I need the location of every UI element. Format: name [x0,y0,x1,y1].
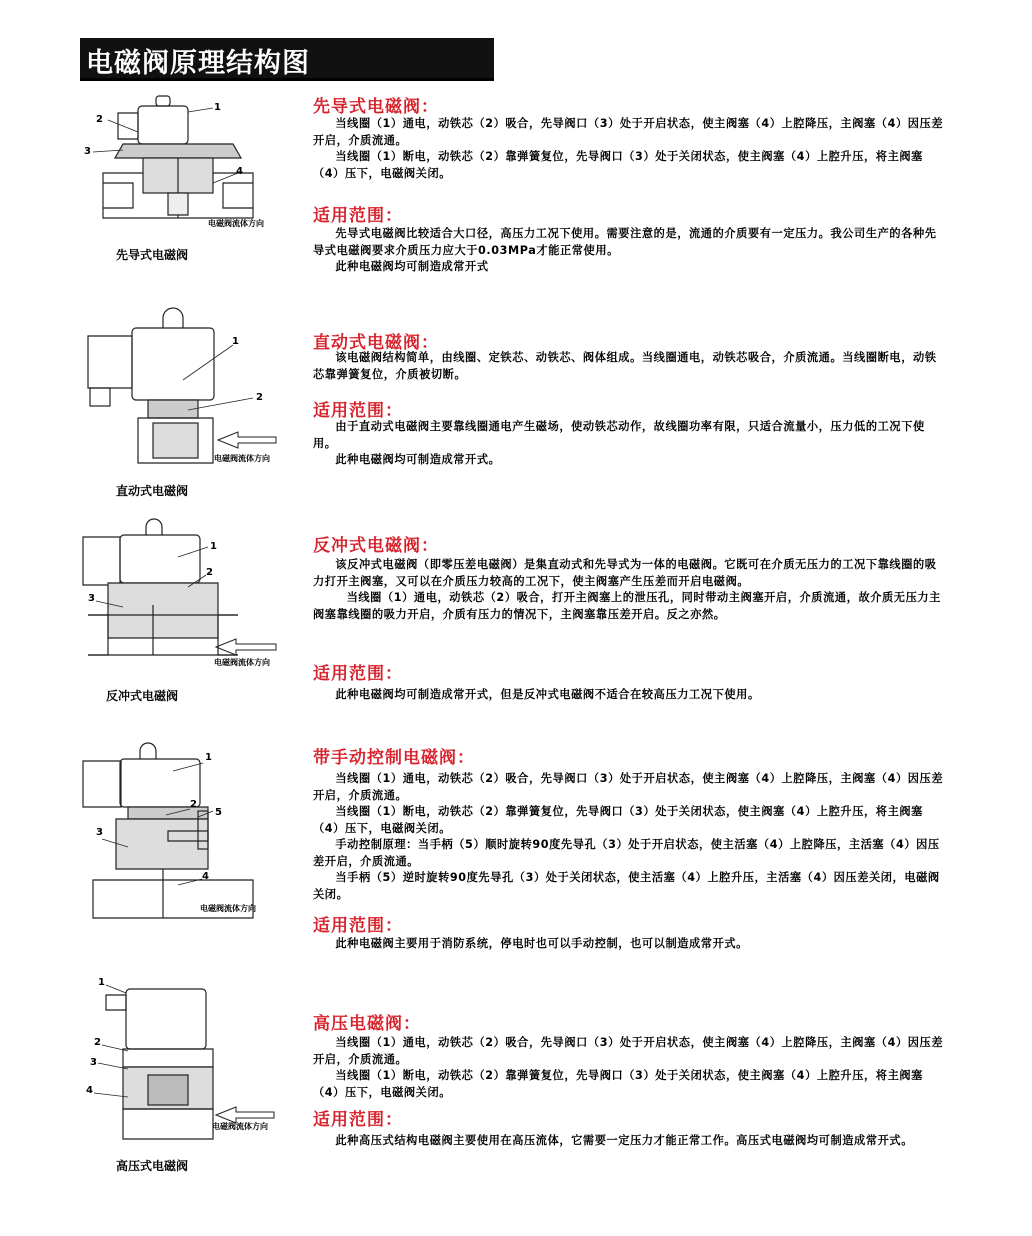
backflush-scope-1: 此种电磁阀均可制造成常开式，但是反冲式电磁阀不适合在较高压力工况下使用。 [335,688,760,701]
backflush-label-3: 3 [88,593,95,604]
manual-desc-3: 手动控制原理：当手柄（5）顺时旋转90度先导孔（3）处于开启状态，使主活塞（4）上腔降压，主活塞（4）因压差开启，介质流通。 [313,838,940,868]
flow-direction-label: 电磁阀流体方向 [214,454,270,463]
backflush-desc-2: 当线圈（1）通电，动铁芯（2）吸合，打开主阀塞上的泄压孔，同时带动主阀塞开启，介质流通，故介质无压力主阀塞靠线圈的吸力开启，介质有压力的情况下，主阀塞靠压差开启。反之亦然。 [313,591,941,621]
direct-scope-2: 此种电磁阀均可制造成常开式。 [335,453,501,466]
hp-label-3: 3 [90,1057,97,1068]
section-direct-valve [0,300,1032,500]
manual-description [313,771,945,903]
direct-valve-drawing [78,300,283,470]
manual-label-4: 4 [202,871,209,882]
section-high-pressure-valve [0,975,1032,1175]
manual-label-1: 1 [205,752,212,763]
high-pressure-heading: 高压电磁阀： [313,1014,421,1034]
backflush-label-2: 2 [206,567,213,578]
section-manual-valve [0,735,1032,965]
manual-label-2: 2 [190,799,197,810]
pilot-heading: 先导式电磁阀： [313,97,439,117]
backflush-valve-drawing [78,515,283,675]
high-pressure-scope-heading: 适用范围： [313,1110,403,1130]
pilot-description [313,116,945,182]
manual-valve-drawing [78,735,283,925]
page-title-bar [80,38,494,81]
direct-caption: 直动式电磁阀 [116,484,189,498]
manual-heading: 带手动控制电磁阀： [313,748,475,768]
backflush-heading: 反冲式电磁阀： [313,536,439,556]
hp-scope-1: 此种高压式结构电磁阀主要使用在高压流体，它需要一定压力才能正常工作。高压式电磁阀均可制造成常开式。 [335,1134,913,1147]
direct-scope-heading: 适用范围： [313,401,403,421]
pilot-scope-1: 先导式电磁阀比较适合大口径，高压力工况下使用。需要注意的是，流通的介质要有一定压力。我公司生产的各种先导式电磁阀要求介质压力应大于0.03MPa才能正常使用。 [313,227,937,257]
direct-desc-1: 该电磁阀结构简单，由线圈、定铁芯、动铁芯、阀体组成。当线圈通电，动铁芯吸合，介质流通。当线圈断电，动铁芯靠弹簧复位，介质被切断。 [313,351,937,381]
flow-direction-label: 电磁阀流体方向 [200,904,256,913]
direct-scope [313,419,945,469]
manual-desc-4: 当手柄（5）逆时旋转90度先导孔（3）处于关闭状态，使主活塞（4）上腔升压，主活塞（4）因压差关闭，电磁阀关闭。 [313,871,940,901]
flow-direction-label: 电磁阀流体方向 [212,1122,268,1131]
manual-desc-1: 当线圈（1）通电，动铁芯（2）吸合，先导阀口（3）处于开启状态，使主阀塞（4）上腔降压，主阀塞（4）因压差开启，介质流通。 [313,772,944,802]
direct-description [313,350,945,383]
pilot-label-3: 3 [84,146,91,157]
manual-scope-1: 此种电磁阀主要用于消防系统，停电时也可以手动控制，也可以制造成常开式。 [335,937,748,950]
section-pilot-valve [0,88,1032,288]
direct-scope-1: 由于直动式电磁阀主要靠线圈通电产生磁场，使动铁芯动作，故线圈功率有限，只适合流量小，压力低的工况下使用。 [313,420,925,450]
high-pressure-scope [313,1133,945,1150]
manual-valve-diagram [78,735,283,925]
hp-label-4: 4 [86,1085,93,1096]
hp-label-1: 1 [98,977,105,988]
backflush-caption: 反冲式电磁阀 [106,689,179,703]
manual-label-5: 5 [215,807,222,818]
pilot-scope [313,226,945,276]
backflush-label-1: 1 [210,541,217,552]
pilot-scope-2: 此种电磁阀均可制造成常开式 [335,260,489,273]
pilot-desc-1: 当线圈（1）通电，动铁芯（2）吸合，先导阀口（3）处于开启状态，使主阀塞（4）上腔降压，主阀塞（4）因压差开启，介质流通。 [313,117,944,147]
pilot-valve-drawing [78,88,283,238]
high-pressure-description [313,1035,945,1101]
hp-desc-2: 当线圈（1）断电，动铁芯（2）靠弹簧复位，先导阀口（3）处于关闭状态，使主阀塞（4）上腔升压，将主阀塞（4）压下，电磁阀关闭。 [313,1069,923,1099]
hp-label-2: 2 [94,1037,101,1048]
backflush-scope-heading: 适用范围： [313,664,403,684]
backflush-valve-diagram [78,515,283,705]
manual-scope-heading: 适用范围： [313,916,403,936]
flow-direction-label: 电磁阀流体方向 [208,219,264,228]
direct-label-1: 1 [232,336,239,347]
backflush-scope [313,687,945,704]
manual-label-3: 3 [96,827,103,838]
pilot-label-2: 2 [96,114,103,125]
pilot-caption: 先导式电磁阀 [116,248,189,262]
page-title: 电磁阀原理结构图 [86,48,310,79]
pilot-label-4: 4 [236,166,243,177]
backflush-description [313,557,945,623]
manual-scope [313,936,945,953]
direct-label-2: 2 [256,392,263,403]
pilot-valve-diagram [78,88,283,268]
pilot-scope-heading: 适用范围： [313,206,403,226]
flow-direction-label: 电磁阀流体方向 [214,658,270,667]
direct-heading: 直动式电磁阀： [313,333,439,353]
high-pressure-valve-diagram [78,975,283,1175]
direct-valve-diagram [78,300,283,500]
pilot-desc-2: 当线圈（1）断电，动铁芯（2）靠弹簧复位，先导阀口（3）处于关闭状态，使主阀塞（4）上腔升压，将主阀塞（4）压下，电磁阀关闭。 [313,150,923,180]
manual-desc-2: 当线圈（1）断电，动铁芯（2）靠弹簧复位，先导阀口（3）处于关闭状态，使主阀塞（4）上腔升压，将主阀塞（4）压下，电磁阀关闭。 [313,805,923,835]
high-pressure-caption: 高压式电磁阀 [116,1159,189,1173]
section-backflush-valve [0,515,1032,715]
backflush-desc-1: 该反冲式电磁阀（即零压差电磁阀）是集直动式和先导式为一体的电磁阀。它既可在介质无压力的工况下靠线圈的吸力打开主阀塞，又可以在介质压力较高的工况下，使主阀塞产生压差而开启电磁阀。 [313,558,937,588]
hp-desc-1: 当线圈（1）通电，动铁芯（2）吸合，先导阀口（3）处于开启状态，使主阀塞（4）上腔降压，主阀塞（4）因压差开启，介质流通。 [313,1036,944,1066]
pilot-label-1: 1 [214,102,221,113]
